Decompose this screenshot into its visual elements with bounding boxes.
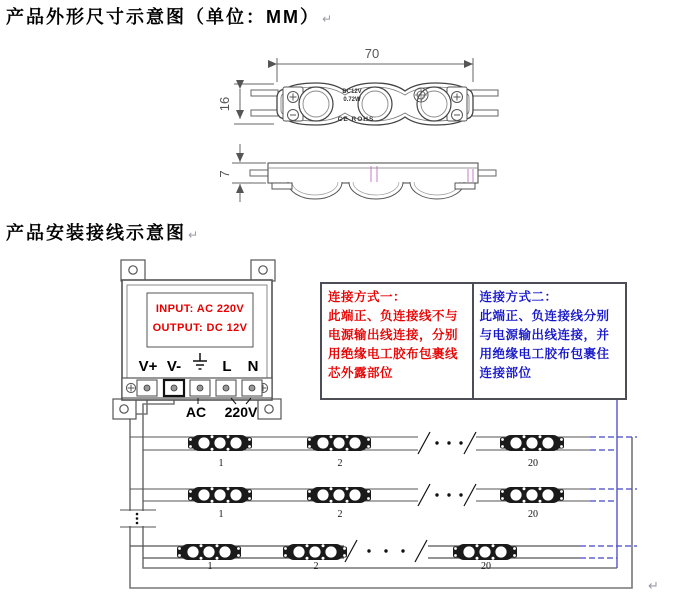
module-number: 20 [528, 458, 538, 469]
dimension-width [277, 46, 473, 82]
module-print-wattage: 0.72W [343, 97, 361, 103]
led-module [177, 544, 241, 560]
break-mark [418, 484, 476, 506]
led-module [188, 487, 252, 503]
paragraph-mark: ↵ [648, 578, 659, 593]
paragraph-mark: ↵ [188, 228, 199, 242]
module-number: 1 [218, 509, 224, 520]
brand-emblem-icon [414, 88, 428, 102]
break-mark [345, 540, 427, 562]
module-number: 2 [313, 561, 319, 572]
page-title-wiring [6, 219, 198, 245]
paragraph-mark: ↵ [322, 12, 333, 26]
module-number: 20 [528, 509, 538, 520]
module-number: 1 [207, 561, 213, 572]
led-module [188, 435, 252, 451]
terminal-label-neutral: N [247, 358, 259, 375]
led-module [453, 544, 517, 560]
module-print-voltage: DC12V [342, 89, 362, 95]
led-module [500, 435, 564, 451]
terminal-label-line: L [222, 358, 232, 375]
led-module [307, 435, 371, 451]
rating-plate [147, 293, 253, 347]
side-lens-domes [288, 182, 464, 199]
note-method1-title: 连接方式一： [328, 290, 407, 304]
input-rating: INPUT: AC 220V [155, 303, 245, 315]
note-method1-body: 此端正、负连接线不与电源输出线连接，分别用绝缘电工胶布包裹线芯外露部位 [328, 309, 459, 380]
connection-notes [320, 282, 627, 400]
module-number: 2 [337, 509, 343, 520]
taped-connection-dashes [590, 437, 637, 450]
voltage-label: 220V [224, 404, 258, 420]
power-supply [113, 260, 281, 420]
break-mark [418, 432, 476, 454]
module-side-view [250, 163, 496, 199]
note-method2 [474, 284, 626, 398]
led-strip-row-1 [130, 432, 637, 469]
side-lead-left [250, 170, 268, 176]
side-body [268, 163, 478, 183]
note-method2-title: 连接方式二： [479, 290, 558, 304]
note-method1 [322, 284, 474, 398]
title-dimensions-text: 产品外形尺寸示意图（单位：MM） [6, 7, 320, 27]
module-number: 2 [337, 458, 343, 469]
led-module [283, 544, 347, 560]
dimension-drawing [0, 40, 695, 220]
bus-break-mark [120, 510, 156, 527]
dimension-width-label: 70 [364, 46, 380, 61]
led-module [500, 487, 564, 503]
taped-connection-dashes [580, 546, 637, 558]
module-print-certs: CE ROHS [337, 116, 375, 123]
negative-feed-wire [143, 398, 617, 568]
dimension-thickness-label: 7 [217, 170, 232, 178]
ac-label: AC [185, 404, 207, 420]
led-strip-row-2 [130, 484, 637, 520]
module-top-view [277, 83, 473, 125]
title-wiring-text: 产品安装接线示意图 [6, 223, 186, 243]
note-method2-body: 此端正、负连接线分别与电源输出线连接，并用绝缘电工胶布包裹住连接部位 [479, 309, 610, 380]
terminal-label-vminus: V- [166, 358, 182, 375]
dimension-height-label: 16 [217, 96, 232, 112]
side-clip-left [272, 183, 292, 189]
led-module [307, 487, 371, 503]
output-rating: OUTPUT: DC 12V [152, 322, 248, 334]
led-lenses [299, 87, 451, 121]
module-number: 20 [481, 561, 491, 572]
terminal-label-vplus: V+ [138, 358, 158, 375]
side-clip-right [455, 183, 475, 189]
page-title-dimensions [6, 3, 332, 29]
terminal-block [122, 378, 272, 398]
taped-connection-dashes [590, 489, 637, 501]
module-number: 1 [218, 458, 224, 469]
side-lead-right [478, 170, 496, 176]
